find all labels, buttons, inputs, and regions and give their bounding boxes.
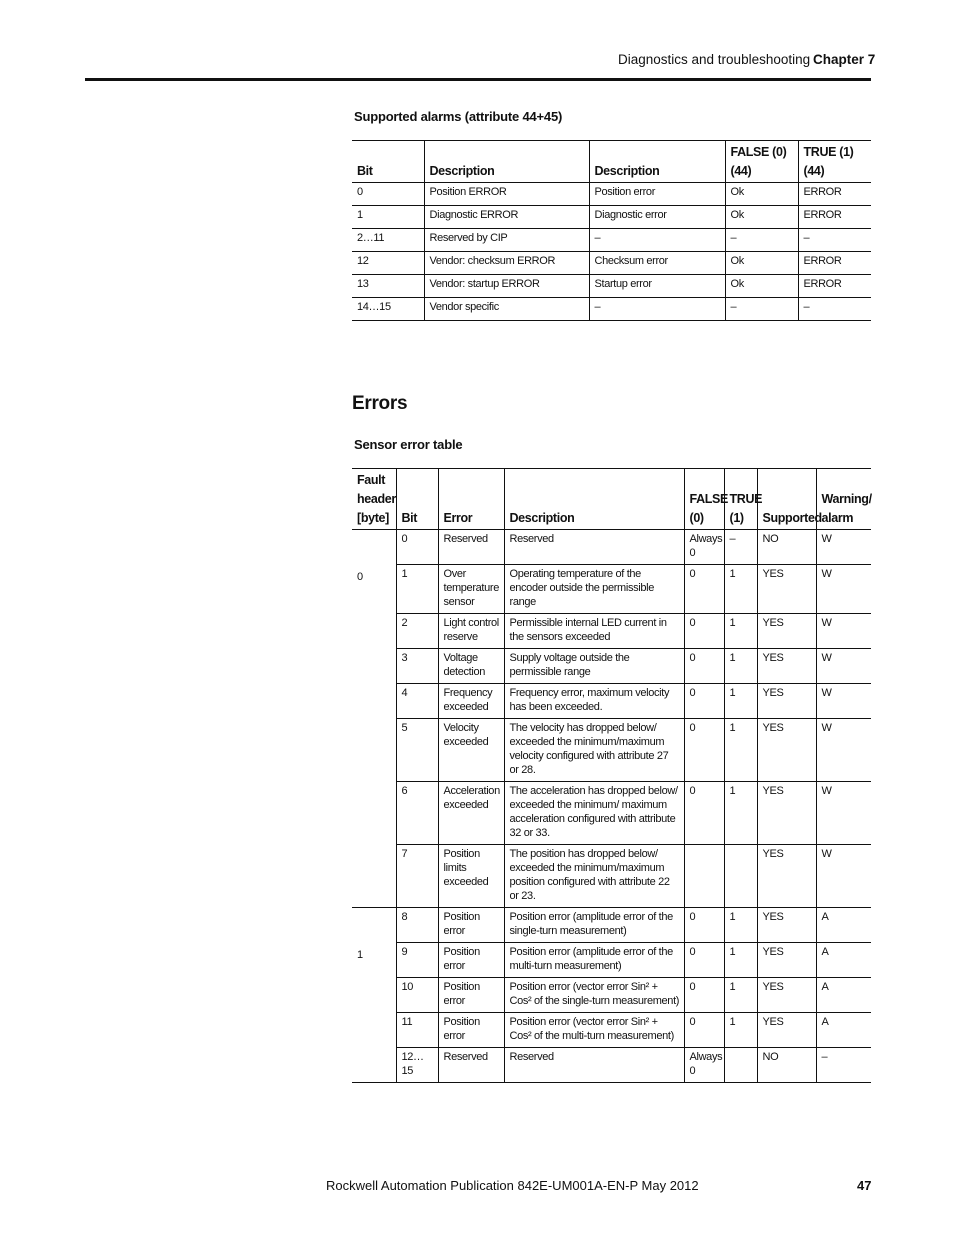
table-cell: Always 0 [684, 1048, 724, 1083]
table-cell: 7 [396, 845, 438, 908]
column-header: Bit [396, 469, 438, 530]
table-row [352, 614, 871, 649]
table-cell: 1 [396, 565, 438, 614]
table-cell: YES [757, 908, 816, 943]
table-cell: 1 [724, 908, 757, 943]
table-cell: Checksum error [589, 252, 725, 275]
table-cell: YES [757, 614, 816, 649]
footer-publication: Rockwell Automation Publication 842E-UM001A-EN-P May 2012 [326, 1178, 699, 1193]
table-row [352, 183, 871, 206]
table-cell: Position error (vector error Sin² + Cos² of the multi-turn measurement) [504, 1013, 684, 1048]
table-cell: Position limits exceeded [438, 845, 504, 908]
column-header: Error [438, 469, 504, 530]
table-row [352, 275, 871, 298]
table-cell: Position error [438, 943, 504, 978]
column-header: Fault header [byte] [352, 469, 396, 530]
section-heading-errors: Errors [352, 393, 408, 414]
table-cell: The velocity has dropped below/ exceeded the minimum/maximum velocity configured with attribute 27 or 28. [504, 719, 684, 782]
table-cell: YES [757, 845, 816, 908]
table-cell: Reserved [504, 1048, 684, 1083]
table-cell: W [816, 649, 871, 684]
column-header: Warning/ alarm [816, 469, 871, 530]
table-cell: 1 [724, 684, 757, 719]
table-row [352, 565, 871, 614]
table-cell [724, 1048, 757, 1083]
column-header: Description [424, 141, 589, 183]
table-cell: Position error (amplitude error of the single-turn measurement) [504, 908, 684, 943]
table-cell: 9 [396, 943, 438, 978]
table-cell: A [816, 978, 871, 1013]
table-cell: 1 [352, 206, 424, 229]
table-cell: 0 [684, 943, 724, 978]
table-cell [684, 845, 724, 908]
table-cell: Vendor: checksum ERROR [424, 252, 589, 275]
table-cell: 12 [352, 252, 424, 275]
table-cell: 2 [396, 614, 438, 649]
table-cell: Reserved [438, 530, 504, 565]
table-cell: Operating temperature of the encoder outside the permissible range [504, 565, 684, 614]
sensor-error-table [352, 468, 871, 1083]
table-cell: YES [757, 782, 816, 845]
table-cell: 0 [684, 908, 724, 943]
table-row [352, 943, 871, 978]
table-cell: Diagnostic ERROR [424, 206, 589, 229]
table-cell: Position error [438, 908, 504, 943]
table-row [352, 229, 871, 252]
table-row [352, 252, 871, 275]
table-cell: 0 [684, 684, 724, 719]
table-cell: Over temperature sensor [438, 565, 504, 614]
table-cell: 0 [684, 782, 724, 845]
table-cell: – [589, 229, 725, 252]
table-cell: 1 [724, 649, 757, 684]
table-cell: Ok [725, 275, 798, 298]
table-cell: Reserved [438, 1048, 504, 1083]
table-cell: 8 [396, 908, 438, 943]
table-cell: Frequency exceeded [438, 684, 504, 719]
table-header-row [352, 469, 871, 530]
table-row [352, 206, 871, 229]
table-cell: Light control reserve [438, 614, 504, 649]
fault-header-cell [352, 908, 396, 1083]
table-row [352, 530, 871, 565]
table-cell: Vendor specific [424, 298, 589, 321]
table-cell: 3 [396, 649, 438, 684]
table-cell: 1 [724, 943, 757, 978]
table-cell: 1 [724, 782, 757, 845]
table-cell: – [725, 229, 798, 252]
table-cell: YES [757, 719, 816, 782]
table-cell: W [816, 845, 871, 908]
table-cell: Acceleration exceeded [438, 782, 504, 845]
table-cell: 12…15 [396, 1048, 438, 1083]
table-cell: Ok [725, 206, 798, 229]
column-header: FALSE (0) (44) [725, 141, 798, 183]
table-cell: 2…11 [352, 229, 424, 252]
table-cell: YES [757, 684, 816, 719]
table-cell: 13 [352, 275, 424, 298]
table-cell: Permissible internal LED current in the sensors exceeded [504, 614, 684, 649]
table-cell: The position has dropped below/ exceeded the minimum/maximum position configured with attribute 22 or 23. [504, 845, 684, 908]
table-cell: YES [757, 649, 816, 684]
page-number: 47 [857, 1178, 872, 1193]
table-cell: – [816, 1048, 871, 1083]
table-cell: A [816, 908, 871, 943]
table-cell: 1 [724, 1013, 757, 1048]
table-cell: – [798, 298, 871, 321]
table-cell: – [725, 298, 798, 321]
table-cell: 0 [684, 614, 724, 649]
table-cell: YES [757, 943, 816, 978]
table-row [352, 1048, 871, 1083]
table-cell: YES [757, 565, 816, 614]
table-cell: NO [757, 1048, 816, 1083]
table-cell: Always 0 [684, 530, 724, 565]
table-cell: Position error (vector error Sin² + Cos² of the single-turn measurement) [504, 978, 684, 1013]
table-cell: 4 [396, 684, 438, 719]
table-cell: 0 [684, 565, 724, 614]
column-header: Description [504, 469, 684, 530]
table-row [352, 719, 871, 782]
table-cell: ERROR [798, 183, 871, 206]
table-cell: 0 [684, 649, 724, 684]
table-row [352, 298, 871, 321]
table-cell: 11 [396, 1013, 438, 1048]
table-cell: W [816, 530, 871, 565]
table-cell: Frequency error, maximum velocity has been exceeded. [504, 684, 684, 719]
table-cell: 0 [684, 978, 724, 1013]
table-row [352, 1013, 871, 1048]
column-header: TRUE (1) [724, 469, 757, 530]
table-cell: Vendor: startup ERROR [424, 275, 589, 298]
table-cell: 1 [724, 978, 757, 1013]
fault-header-cell [352, 530, 396, 908]
table-cell: Voltage detection [438, 649, 504, 684]
table-cell: W [816, 782, 871, 845]
table-cell: NO [757, 530, 816, 565]
table-row [352, 908, 871, 943]
table-cell: 10 [396, 978, 438, 1013]
fault-header-value: 0 [357, 571, 363, 583]
table-cell: ERROR [798, 252, 871, 275]
table-cell: W [816, 684, 871, 719]
table-cell: 1 [724, 614, 757, 649]
table-cell: YES [757, 1013, 816, 1048]
table-cell: Supply voltage outside the permissible range [504, 649, 684, 684]
running-header-chapter: Chapter 7 [813, 52, 876, 67]
table-cell: Diagnostic error [589, 206, 725, 229]
table-cell: W [816, 565, 871, 614]
sensor-error-table-caption: Sensor error table [354, 437, 463, 452]
supported-alarms-table [352, 140, 871, 321]
table-cell: 0 [684, 719, 724, 782]
table-cell: 14…15 [352, 298, 424, 321]
header-rule [85, 78, 871, 81]
table-row [352, 978, 871, 1013]
table-cell: – [724, 530, 757, 565]
table-cell: The acceleration has dropped below/ exceeded the minimum/ maximum acceleration configured with attribute 32 or 33. [504, 782, 684, 845]
column-header: Description [589, 141, 725, 183]
table-cell: W [816, 614, 871, 649]
fault-header-value: 1 [357, 949, 363, 961]
table-cell: Reserved [504, 530, 684, 565]
table-cell: 1 [724, 565, 757, 614]
table-cell: 0 [396, 530, 438, 565]
table-cell: Position error [438, 1013, 504, 1048]
column-header: TRUE (1) (44) [798, 141, 871, 183]
table-cell: 1 [724, 719, 757, 782]
table-cell: Position error [589, 183, 725, 206]
table-cell: 6 [396, 782, 438, 845]
column-header: FALSE (0) [684, 469, 724, 530]
table-row [352, 782, 871, 845]
table-cell: – [589, 298, 725, 321]
table-row [352, 845, 871, 908]
column-header: Bit [352, 141, 424, 183]
table-cell: ERROR [798, 206, 871, 229]
table-cell: Ok [725, 183, 798, 206]
table-cell: – [798, 229, 871, 252]
table-cell: 0 [352, 183, 424, 206]
table-cell: Ok [725, 252, 798, 275]
alarms-table-caption: Supported alarms (attribute 44+45) [354, 109, 563, 124]
running-header-section: Diagnostics and troubleshooting [618, 52, 811, 67]
table-cell: Reserved by CIP [424, 229, 589, 252]
column-header: Supported [757, 469, 816, 530]
table-row [352, 684, 871, 719]
table-cell: W [816, 719, 871, 782]
table-cell: Startup error [589, 275, 725, 298]
table-cell: Position ERROR [424, 183, 589, 206]
table-cell: Velocity exceeded [438, 719, 504, 782]
table-cell: A [816, 1013, 871, 1048]
table-cell: 0 [684, 1013, 724, 1048]
table-cell: ERROR [798, 275, 871, 298]
table-cell [724, 845, 757, 908]
table-cell: A [816, 943, 871, 978]
table-cell: Position error (amplitude error of the multi-turn measurement) [504, 943, 684, 978]
table-header-row [352, 141, 871, 183]
table-cell: 5 [396, 719, 438, 782]
table-cell: YES [757, 978, 816, 1013]
table-cell: Position error [438, 978, 504, 1013]
table-row [352, 649, 871, 684]
